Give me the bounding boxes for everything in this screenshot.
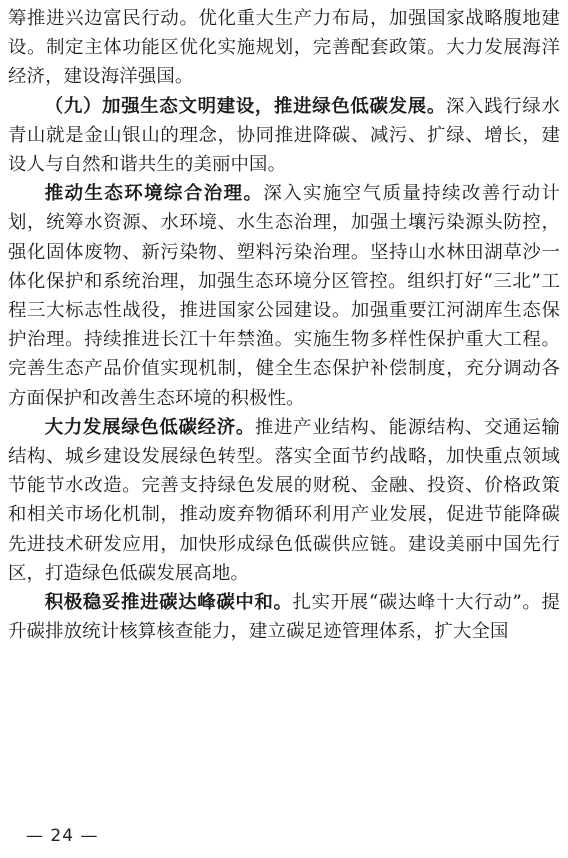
paragraph-text: 推进产业结构、能源结构、交通运输结构、城乡建设发展绿色转型。落实全面节约战略，加快重点领域节能节水改造。完善支持绿色发展的财税、金融、投资、价格政策和相关市场化机制，推动废弃物循环利用产业发展，促进节能降碳先进技术研发应用，加快形成绿色低碳供应链。建设美丽中国先行区，打造绿色低碳发展高地。 (8, 416, 560, 584)
paragraph-continued (8, 4, 560, 92)
paragraph-text: 深入践行绿水青山就是金山银山的理念，协同推进降碳、减污、扩绿、增长，建设人与自然和谐共生的美丽中国。 (8, 95, 561, 176)
document-body (8, 4, 560, 646)
paragraph-lead: 大力发展绿色低碳经济。 (44, 416, 255, 438)
paragraph-lead: 积极稳妥推进碳达峰碳中和。 (44, 592, 293, 614)
paragraph-text: 筹推进兴边富民行动。优化重大生产力布局，加强国家战略腹地建设。制定主体功能区优化实施规划，完善配套政策。大力发展海洋经济，建设海洋强国。 (8, 8, 560, 88)
paragraph-text: 深入实施空气质量持续改善行动计划，统筹水资源、水环境、水生态治理，加强土壤污染源头防控，强化固体废物、新污染物、塑料污染治理。坚持山水林田湖草沙一体化保护和系统治理，加强生态环境分区管控。组织打好“三北”工程三大标志性战役，推进国家公园建设。加强重要江河湖库生态保护治理。持续推进长江十年禁渔。实施生物多样性保护重大工程。完善生态产品价值实现机制，健全生态保护补偿制度，充分调动各方面保护和改善生态环境的积极性。 (8, 183, 560, 409)
paragraph-text: 扎实开展“碳达峰十大行动”。提升碳排放统计核算核查能力，建立碳足迹管理体系，扩大全国 (8, 592, 561, 643)
paragraph-section-nine (8, 92, 560, 180)
paragraph-lead: 推动生态环境综合治理。 (44, 183, 264, 205)
page-number: — 24 — (26, 826, 99, 846)
paragraph-green-economy (8, 413, 560, 588)
section-heading: （九）加强生态文明建设，推进绿色低碳发展。 (44, 95, 446, 117)
paragraph-carbon-peak (8, 588, 560, 646)
paragraph-ecology-governance (8, 179, 560, 413)
